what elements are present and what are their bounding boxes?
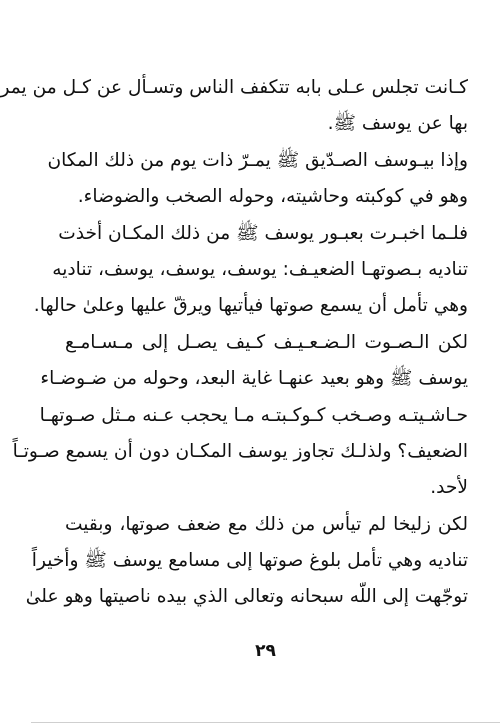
text-line: لأحد. <box>430 477 468 499</box>
text-line: الضعيف؟ ولذلـك تجاوز يوسف المكـان دون أن يسمع صـوتـاً <box>12 440 468 462</box>
text-line: لكن الـصـوت الـضـعـيـف كـيف يصـل إلى مـسـامـع <box>65 331 468 353</box>
text-line: وهو في كوكبته وحاشيته، وحوله الصخب والضوضاء. <box>77 186 468 208</box>
text-line: حـاشـيتـه وصـخب كـوكـبتـه مـا يحجب عـنه مـثل صـوتهـا <box>39 404 468 426</box>
page-body-text <box>0 70 468 616</box>
text-line: وهي تأمل أن يسمع صوتها فيأتيها ويرقّ عليها وعلىٰ حالها. <box>33 295 468 317</box>
page-bottom-edge <box>31 722 500 723</box>
text-line: تناديه وهي تأمل بلوغ صوتها إلى مسامع يوسف ﷺ وأخيراً <box>31 550 468 572</box>
text-line: لكن زليخا لم تيأس من ذلك مع ضعف صوتها، وبقيت <box>65 513 468 535</box>
text-line: بها عن يوسف ﷺ. <box>327 113 468 135</box>
text-line: يوسف ﷺ وهو بعيد عنهـا غاية البعد، وحوله من ضـوضـاء <box>40 368 468 390</box>
text-line: توجّهت إلى اللّه سبحانه وتعالى الذي بيده ناصيتها وهو علىٰ <box>25 586 468 608</box>
text-line: وإذا بيـوسف الصـدّيق ﷺ يمـرّ ذات يوم من ذلك المكان <box>47 149 468 171</box>
text-line: فلـما اخبـرت بعبـور يوسف ﷺ من ذلك المكـان أخذت <box>58 222 468 244</box>
page-number: ٢٩ <box>255 641 276 661</box>
text-line: كـانت تجلس عـلى بابه تتكفف الناس وتسـأل عن كـل من يمر <box>0 77 468 98</box>
text-line: تناديه بـصوتهـا الضعيـف: يوسف، يوسف، يوسف، تناديه <box>52 258 468 280</box>
